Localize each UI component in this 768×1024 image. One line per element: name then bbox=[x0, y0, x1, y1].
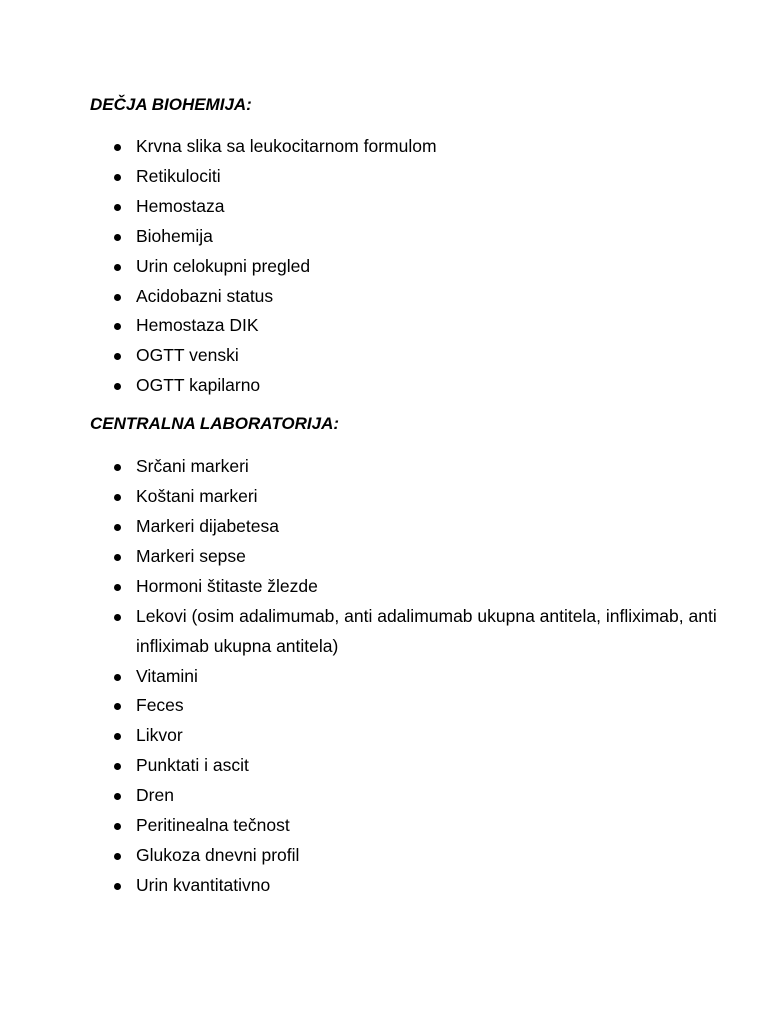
list-item bbox=[90, 162, 728, 192]
section-title-decja-biohemija: DEČJA BIOHEMIJA: bbox=[90, 95, 252, 114]
section-title-centralna-laboratorija: CENTRALNA LABORATORIJA: bbox=[90, 414, 340, 434]
list-item bbox=[90, 282, 728, 312]
list-item-text: Markeri dijabetesa bbox=[136, 515, 279, 536]
list-item-text: Acidobazni status bbox=[136, 285, 274, 306]
bullet-icon bbox=[114, 323, 121, 330]
bullet-icon bbox=[114, 853, 121, 860]
list-item-text: Punktati i ascit bbox=[136, 755, 249, 776]
bullet-icon bbox=[114, 823, 121, 830]
list-item-text: Vitamini bbox=[136, 665, 198, 686]
list-item-text: Hormoni štitaste žlezde bbox=[136, 575, 318, 596]
bullet-icon bbox=[114, 524, 121, 531]
list-decja-biohemija bbox=[90, 132, 728, 401]
list-item-text: Glukoza dnevni profil bbox=[136, 844, 300, 865]
bullet-icon bbox=[114, 733, 121, 740]
bullet-icon bbox=[114, 584, 121, 591]
list-item-text: Hemostaza bbox=[136, 195, 225, 216]
list-item-text: Likvor bbox=[136, 725, 183, 746]
list-item bbox=[90, 452, 728, 482]
list-item bbox=[90, 691, 728, 721]
list-item bbox=[90, 662, 728, 692]
bullet-icon bbox=[114, 294, 121, 301]
list-item-text: Hemostaza DIK bbox=[136, 315, 259, 336]
bullet-icon bbox=[114, 464, 121, 471]
list-item bbox=[90, 252, 728, 282]
list-item-text: Koštani markeri bbox=[136, 486, 258, 507]
bullet-icon bbox=[114, 614, 121, 621]
bullet-icon bbox=[114, 353, 121, 360]
list-item bbox=[90, 371, 728, 401]
bullet-icon bbox=[114, 554, 121, 561]
list-item bbox=[90, 311, 728, 341]
list-item-text: Markeri sepse bbox=[136, 545, 246, 566]
list-item bbox=[90, 841, 728, 871]
bullet-icon bbox=[114, 703, 121, 710]
bullet-icon bbox=[114, 204, 121, 211]
list-item-text: Biohemija bbox=[136, 225, 213, 246]
list-item-text: Urin celokupni pregled bbox=[136, 255, 311, 276]
list-item bbox=[90, 542, 728, 572]
bullet-icon bbox=[114, 793, 121, 800]
bullet-icon bbox=[114, 383, 121, 390]
bullet-icon bbox=[114, 674, 121, 681]
list-item bbox=[90, 572, 728, 602]
list-item bbox=[90, 781, 728, 811]
list-centralna-laboratorija bbox=[90, 452, 728, 901]
list-item-text: OGTT kapilarno bbox=[136, 375, 261, 396]
bullet-icon bbox=[114, 144, 121, 151]
list-item-text: Dren bbox=[136, 785, 174, 806]
list-item-text: Feces bbox=[136, 695, 184, 716]
bullet-icon bbox=[114, 234, 121, 241]
bullet-icon bbox=[114, 883, 121, 890]
list-item bbox=[90, 132, 728, 162]
bullet-icon bbox=[114, 264, 121, 271]
list-item bbox=[90, 751, 728, 781]
list-item bbox=[90, 811, 728, 841]
list-item-text: OGTT venski bbox=[136, 345, 239, 366]
list-item bbox=[90, 871, 728, 901]
list-item-text: Peritinealna tečnost bbox=[136, 815, 290, 836]
list-item bbox=[90, 512, 728, 542]
list-item bbox=[90, 482, 728, 512]
list-item bbox=[90, 721, 728, 751]
list-item bbox=[90, 222, 728, 252]
list-item-text: Urin kvantitativno bbox=[136, 874, 271, 895]
bullet-icon bbox=[114, 494, 121, 501]
list-item-text: Srčani markeri bbox=[136, 456, 249, 477]
list-item-text: Lekovi (osim adalimumab, anti adalimumab ukupna antitela, infliximab, anti infliximab ukupna antitela) bbox=[136, 605, 717, 656]
list-item bbox=[90, 192, 728, 222]
bullet-icon bbox=[114, 174, 121, 181]
bullet-icon bbox=[114, 763, 121, 770]
list-item bbox=[90, 602, 728, 662]
list-item bbox=[90, 341, 728, 371]
list-item-text: Krvna slika sa leukocitarnom formulom bbox=[136, 136, 437, 156]
list-item-text: Retikulociti bbox=[136, 165, 221, 186]
